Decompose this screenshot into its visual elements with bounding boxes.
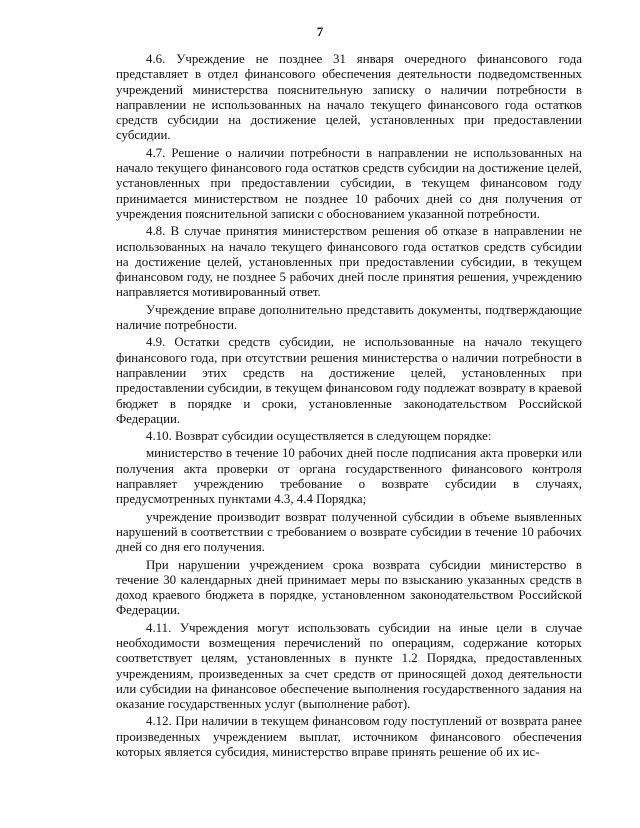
- paragraph-4-7: 4.7. Решение о наличии потребности в направлении не использованных на начало текущего финансового года остатков средств субсидии на достижение целей, установленных при предоставлении субсидии, в текущем финансовом году принимается министерством не позднее 10 рабочих дней со дня получения от учреждения пояснительной записки с обоснованием указанной потребности.: [116, 145, 582, 221]
- paragraph-4-11: 4.11. Учреждения могут использовать субсидии на иные цели в случае необходимости возмещения перечислений по операциям, содержание которых соответствует целям, установленных в пункте 1.2 Порядка, предоставленных учреждениям, произведенных за счет средств от приносящей доход деятельности или субсидии на финансовое обеспечение выполнения государственного задания на оказание государственных услуг (выполнение работ).: [116, 620, 582, 712]
- paragraph-additional-documents: Учреждение вправе дополнительно представить документы, подтверждающие наличие потребности.: [116, 302, 582, 333]
- paragraph-return-violation: При нарушении учреждением срока возврата субсидии министерство в течение 30 календарных дней принимает меры по взысканию указанных средств в доход краевого бюджета в порядке, установленном законодательством Российской Федерации.: [116, 557, 582, 618]
- page-number: 7: [316, 24, 324, 39]
- paragraph-4-8: 4.8. В случае принятия министерством решения об отказе в направлении не использованных на начало текущего финансового года остатков средств субсидии на достижение целей, установленных при предоставлении субсидии, в текущем финансовом году, не позднее 5 рабочих дней после принятия решения, учреждению направляется мотивированный ответ.: [116, 224, 582, 300]
- paragraph-4-12: 4.12. При наличии в текущем финансовом году поступлений от возврата ранее произведенных учреждением выплат, источником финансового обеспечения которых является субсидия, министерство вправе принять решение об их ис-: [116, 714, 582, 760]
- paragraph-4-6: 4.6. Учреждение не позднее 31 января очередного финансового года представляет в отдел финансового обеспечения деятельности подведомственных учреждений министерства пояснительную записку о наличии потребности в направлении не использованных на начало текущего финансового года остатков средств субсидии на достижение целей, установленных при предоставлении субсидии.: [116, 52, 582, 143]
- paragraph-institution-return: учреждение производит возврат полученной субсидии в объеме выявленных нарушений в соответствии с требованием о возврате субсидии в течение 10 рабочих дней со дня его получения.: [116, 509, 582, 555]
- document-body: [116, 52, 582, 762]
- paragraph-ministry-requirement: министерство в течение 10 рабочих дней после подписания акта проверки или получения акта проверки от органа государственного финансового контроля направляет учреждению требование о возврате субсидии в случаях, предусмотренных пунктами 4.3, 4.4 Порядка;: [116, 446, 582, 507]
- paragraph-4-9: 4.9. Остатки средств субсидии, не использованные на начало текущего финансового года, при отсутствии решения министерства о наличии потребности в направлении этих средств на достижение целей, установленных при предоставлении субсидии, в текущем финансовом году подлежат возврату в краевой бюджет в порядке и сроки, установленные законодательством Российской Федерации.: [116, 335, 582, 426]
- paragraph-4-10: 4.10. Возврат субсидии осуществляется в следующем порядке:: [146, 429, 492, 444]
